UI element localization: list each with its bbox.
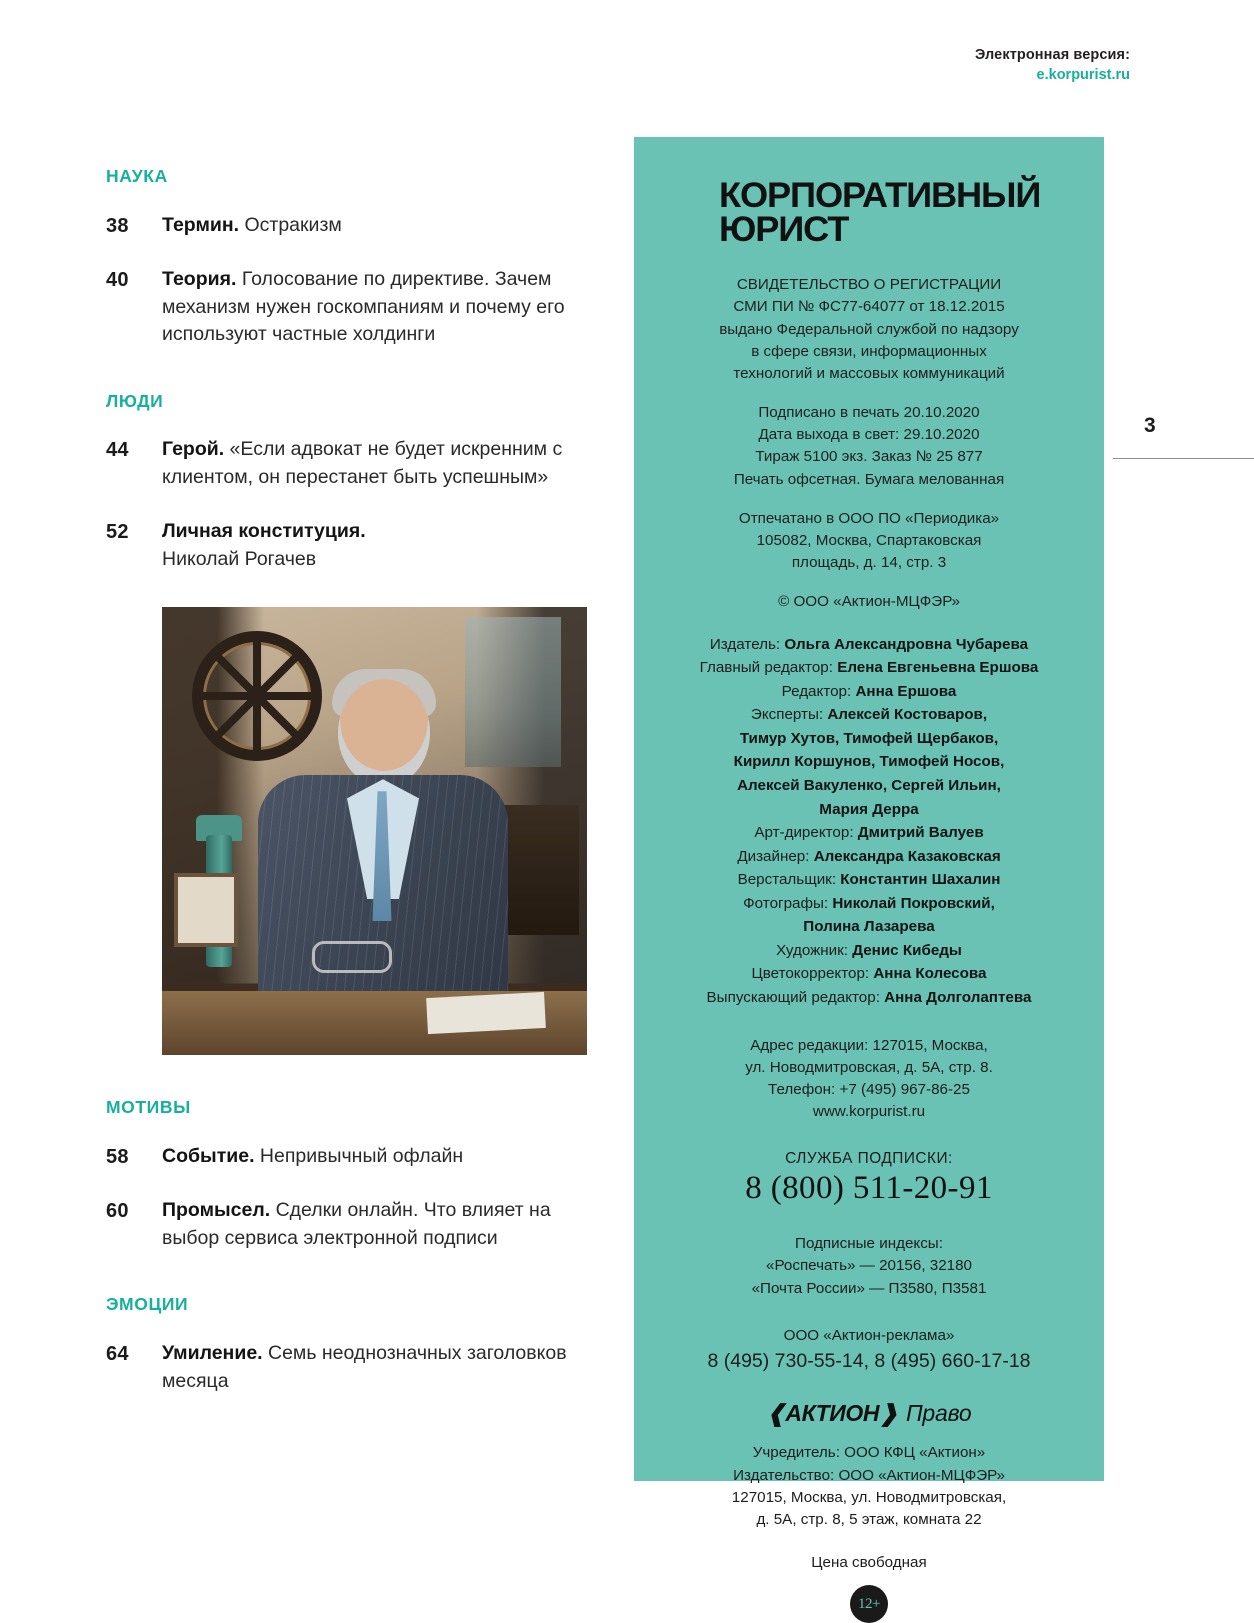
toc-section-title-emotsii: ЭМОЦИИ <box>106 1294 189 1315</box>
page-number-rule <box>1113 458 1254 459</box>
credit-row <box>659 892 1079 916</box>
credit-row <box>659 750 1079 774</box>
credit-names: Ольга Александровна Чубарева <box>784 635 1029 653</box>
toc-entry-page: 52 <box>106 520 129 543</box>
subscription-indexes-block <box>634 1233 1104 1300</box>
printer-line: площадь, д. 14, стр. 3 <box>791 554 947 572</box>
credit-row <box>659 868 1079 892</box>
credit-row <box>659 821 1079 845</box>
address-line: ул. Новодмитровская, д. 5А, стр. 8. <box>745 1058 993 1076</box>
masthead-line-1: КОРПОРАТИВНЫЙ <box>719 175 1041 215</box>
toc-entry-lead: Промысел. <box>162 1199 271 1222</box>
credit-names: Полина Лазарева <box>803 918 935 936</box>
toc-entry-lead: Событие. <box>162 1144 255 1167</box>
credit-row <box>659 915 1079 939</box>
credit-names: Алексей Костоваров, <box>827 706 988 724</box>
toc-entry-page: 40 <box>106 268 129 291</box>
printing-line: Дата выхода в свет: 29.10.2020 <box>758 426 980 444</box>
paper-on-desk <box>426 992 546 1034</box>
imprint-panel <box>634 137 1104 1613</box>
editorial-address-block <box>659 1035 1079 1124</box>
credit-role: Дизайнер: <box>737 847 814 865</box>
index-line: «Роспечать» — 20156, 32180 <box>766 1257 972 1275</box>
magazine-masthead <box>719 175 1041 250</box>
credit-names: Анна Колесова <box>873 965 987 983</box>
credit-role: Выпускающий редактор: <box>706 989 885 1007</box>
toc-entry-page: 64 <box>106 1342 129 1365</box>
credit-names: Константин Шахалин <box>840 871 1001 889</box>
toc-entry-text <box>162 266 606 349</box>
pravo-wordmark: Право <box>905 1400 972 1427</box>
founder-line: д. 5А, стр. 8, 5 этаж, комната 22 <box>756 1510 982 1528</box>
credit-role: Издатель: <box>709 635 785 653</box>
subscription-service-label: СЛУЖБА ПОДПИСКИ: <box>785 1150 953 1168</box>
toc-entry-lead: Личная конституция. <box>162 519 366 542</box>
credit-row <box>659 774 1079 798</box>
price-note: Цена свободная <box>811 1554 927 1572</box>
credit-row <box>659 633 1079 657</box>
toc-entry[interactable] <box>106 212 606 240</box>
printing-line: Печать офсетная. Бумага мелованная <box>733 470 1005 488</box>
copyright-line: © ООО «Актион-МЦФЭР» <box>778 593 960 611</box>
electronic-version-note <box>975 46 1130 85</box>
toc-section-title-motivy: МОТИВЫ <box>106 1097 191 1118</box>
credit-names: Мария Дерра <box>819 800 919 818</box>
founder-line: 127015, Москва, ул. Новодмитровская, <box>731 1488 1007 1506</box>
toc-entry[interactable] <box>106 518 606 573</box>
aktion-wordmark: ❰АКТИОН❱ <box>766 1400 898 1427</box>
toc-entry-text <box>162 518 606 573</box>
person-head <box>338 679 430 787</box>
eyeglasses-in-hand <box>312 941 392 973</box>
credit-row <box>659 939 1079 963</box>
toc-entry-desc: Непривычный офлайн <box>254 1144 464 1167</box>
toc-entry[interactable] <box>106 1143 606 1171</box>
founder-line: Издательство: ООО «Актион-МЦФЭР» <box>733 1466 1005 1484</box>
toc-entry-text <box>162 1340 606 1395</box>
window-shape <box>465 617 561 767</box>
printer-line: Отпечатано в ООО ПО «Периодика» <box>738 509 1000 527</box>
credit-row <box>659 986 1079 1010</box>
credit-row <box>659 703 1079 727</box>
masthead-line-2: ЮРИСТ <box>719 209 849 250</box>
toc-entry[interactable] <box>106 266 606 349</box>
page-number: 3 <box>1144 414 1156 437</box>
printing-block <box>669 402 1069 491</box>
hero-photo <box>162 607 587 1055</box>
credit-names: Анна Ершова <box>855 682 957 700</box>
toc-entry-desc: Николай Рогачев <box>162 547 317 570</box>
ships-wheel-decoration <box>192 631 322 761</box>
indexes-label: Подписные индексы: <box>795 1235 943 1253</box>
toc-entry-page: 38 <box>106 214 129 237</box>
index-line: «Почта России» — П3580, П3581 <box>751 1279 987 1297</box>
advertising-phones[interactable]: 8 (495) 730-55-14, 8 (495) 660-17-18 <box>707 1350 1031 1373</box>
credit-role: Главный редактор: <box>699 659 838 677</box>
electronic-version-url[interactable]: e.korpurist.ru <box>1036 66 1130 83</box>
wheel-spoke <box>253 636 261 756</box>
advertising-block <box>634 1325 1104 1375</box>
registration-line: технологий и массовых коммуникаций <box>733 364 1005 382</box>
toc-entry[interactable] <box>106 1197 606 1252</box>
wheel-spoke <box>197 692 317 700</box>
toc-entry-page: 44 <box>106 439 129 462</box>
toc-entry-lead: Термин. <box>162 213 240 236</box>
credit-row <box>659 962 1079 986</box>
advertising-company: ООО «Актион-реклама» <box>783 1326 955 1344</box>
credit-names: Денис Кибеды <box>852 941 962 959</box>
shelf-shape <box>499 805 579 935</box>
credit-names: Анна Долголаптева <box>884 989 1032 1007</box>
toc-entry-text <box>162 1197 606 1252</box>
printing-line: Тираж 5100 экз. Заказ № 25 877 <box>755 448 983 466</box>
credit-role: Арт-директор: <box>754 824 858 842</box>
toc-entry-page: 58 <box>106 1145 129 1168</box>
registration-block <box>669 274 1069 385</box>
credit-role: Цветокорректор: <box>751 965 874 983</box>
aktion-pravo-logo <box>634 1400 1104 1427</box>
credit-row <box>659 798 1079 822</box>
electronic-version-label: Электронная версия: <box>975 47 1130 63</box>
toc-entry-text <box>162 436 606 491</box>
credits-block <box>659 633 1079 1010</box>
toc-entry-lead: Теория. <box>162 267 237 290</box>
address-line: Адрес редакции: 127015, Москва, <box>750 1036 988 1054</box>
credit-row <box>659 680 1079 704</box>
registration-line: в сфере связи, информационных <box>751 342 987 360</box>
toc-entry[interactable] <box>106 1340 606 1395</box>
credit-names: Дмитрий Валуев <box>857 824 984 842</box>
toc-entry-desc: Остракизм <box>239 213 342 236</box>
credit-names: Александра Казаковская <box>813 847 1001 865</box>
website-link[interactable]: www.korpurist.ru <box>812 1103 926 1121</box>
table-of-contents <box>106 168 606 1421</box>
founder-block <box>634 1442 1104 1531</box>
page-number-block <box>1113 415 1254 459</box>
credit-row <box>659 845 1079 869</box>
toc-section-title-nauka: НАУКА <box>106 166 168 186</box>
toc-entry-text <box>162 1143 606 1171</box>
credit-role: Редактор: <box>781 682 856 700</box>
credit-role: Верстальщик: <box>737 871 841 889</box>
toc-entry-lead: Умиление. <box>162 1341 263 1364</box>
toc-entry-desc: Сделки онлайн. Что влияет на выбор сервиса электронной подписи <box>162 1199 551 1249</box>
credit-row <box>659 727 1079 751</box>
toc-entry-desc: «Если адвокат не будет искренним с клиентом, он перестанет быть успешным» <box>162 438 563 489</box>
credit-names: Кирилл Коршунов, Тимофей Носов, <box>733 753 1005 771</box>
toc-entry-text <box>162 212 606 240</box>
credit-names: Николай Покровский, <box>832 894 995 912</box>
printing-line: Подписано в печать 20.10.2020 <box>758 404 980 422</box>
credit-names: Тимур Хутов, Тимофей Щербаков, <box>739 729 999 747</box>
credit-row <box>659 656 1079 680</box>
copyright-block <box>669 591 1069 613</box>
founder-line: Учредитель: ООО КФЦ «Актион» <box>752 1444 986 1462</box>
picture-frame-decoration <box>174 873 238 947</box>
credit-names: Елена Евгеньевна Ершова <box>837 659 1039 677</box>
toc-entry-page: 60 <box>106 1200 129 1223</box>
toc-entry-lead: Герой. <box>162 438 225 461</box>
age-rating-badge: 12+ <box>850 1585 888 1623</box>
registration-line: СМИ ПИ № ФС77-64077 от 18.12.2015 <box>733 298 1005 316</box>
credit-role: Фотографы: <box>743 894 833 912</box>
toc-entry-desc: Семь неоднозначных заголовков месяца <box>162 1341 567 1392</box>
subscription-phone[interactable]: 8 (800) 511-20-91 <box>745 1170 993 1207</box>
toc-entry-desc: Голосование по директиве. Зачем механизм нужен госкомпаниям и почему его используют частные холдинги <box>162 267 565 346</box>
registration-line: СВИДЕТЕЛЬСТВО О РЕГИСТРАЦИИ <box>736 276 1002 294</box>
credit-role: Художник: <box>776 941 853 959</box>
credit-role: Эксперты: <box>750 706 828 724</box>
registration-line: выдано Федеральной службой по надзору <box>719 320 1019 338</box>
address-line: Телефон: +7 (495) 967-86-25 <box>768 1080 970 1098</box>
credit-names: Алексей Вакуленко, Сергей Ильин, <box>737 776 1001 794</box>
printer-block <box>669 508 1069 575</box>
printer-line: 105082, Москва, Спартаковская <box>756 532 982 550</box>
toc-section-title-lyudi: ЛЮДИ <box>106 390 164 411</box>
photo-scene <box>162 607 587 1055</box>
toc-entry[interactable] <box>106 436 606 491</box>
